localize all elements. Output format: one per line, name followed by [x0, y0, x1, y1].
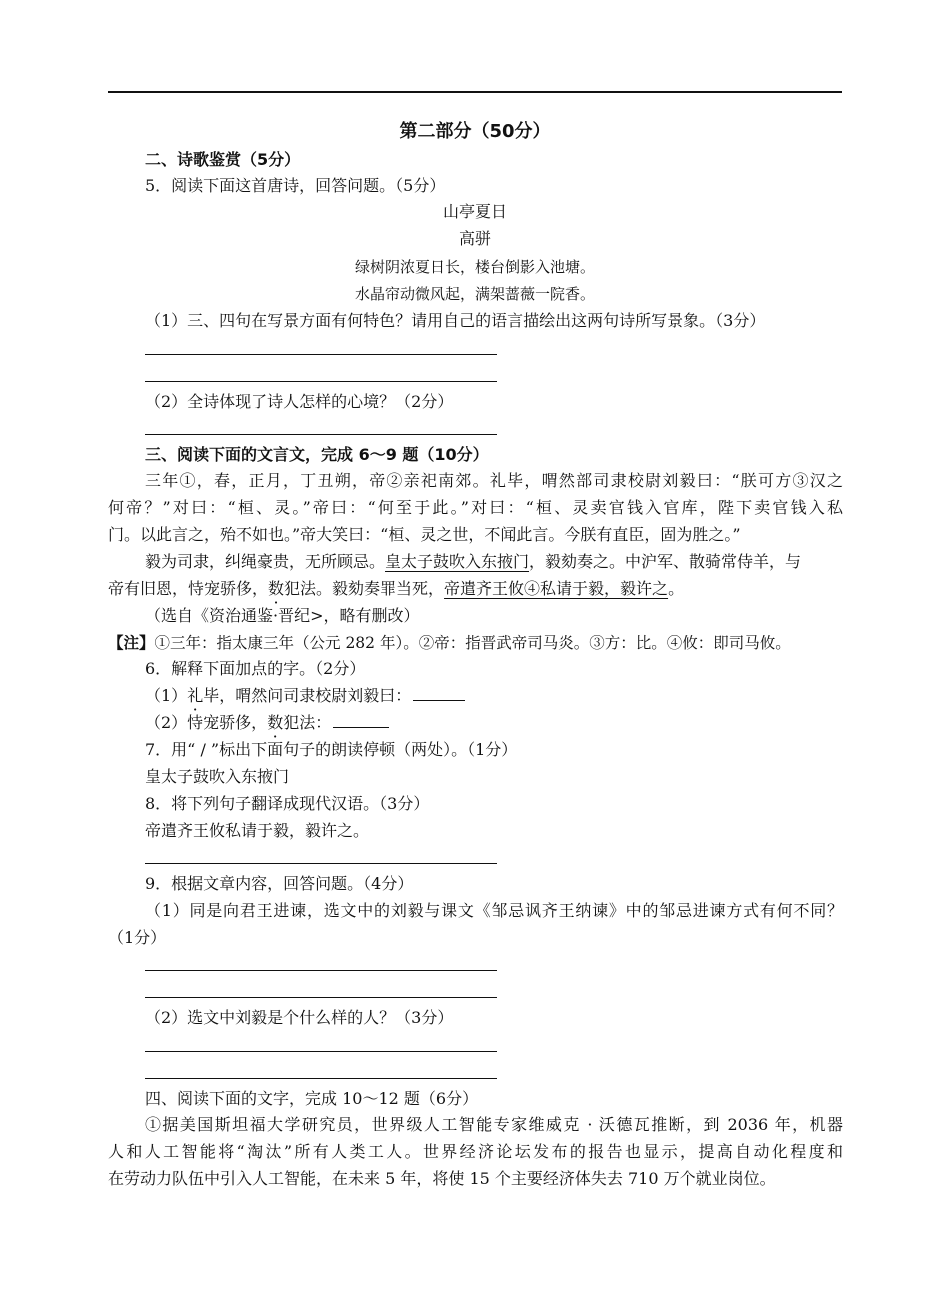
passage-line: ①据美国斯坦福大学研究员，世界级人工智能专家维威克 · 沃德瓦推断，到 2036 年，机器 — [145, 1115, 843, 1134]
question-5: 5．阅读下面这首唐诗，回答问题。（5分） — [145, 176, 446, 195]
passage-source: （选自《资治通鉴·晋纪>，略有删改） — [145, 606, 420, 625]
answer-line[interactable] — [145, 997, 497, 998]
dotted-char: 礼 — [187, 686, 204, 705]
answer-line[interactable] — [145, 1078, 497, 1079]
passage-line: 三年①，春，正月，丁丑朔，帝②亲祀南郊。礼毕，喟然部司隶校尉刘毅曰：“朕可方③汉之 — [145, 471, 843, 490]
passage-line: 人和人工智能将“淘汰”所有人类工人。世界经济论坛发布的报告也显示，提高自动化程度和 — [108, 1142, 843, 1161]
question-8-sentence: 帝遣齐王攸私请于毅，毅许之。 — [145, 821, 370, 840]
question-9-2: （2）选文中刘毅是个什么样的人？（3分） — [145, 1008, 454, 1027]
underlined-sentence: 帝遣齐王攸④私请于毅，毅许之 — [444, 579, 669, 598]
passage-line: 何帝？”对曰：“桓、灵。”帝曰：“何至于此。”对曰：“桓、灵卖官钱入官库，陛下卖官钱入私 — [108, 498, 843, 517]
fill-blank[interactable] — [413, 684, 465, 701]
question-9: 9．根据文章内容，回答问题。（4分） — [145, 874, 414, 893]
dotted-char: 数 — [267, 713, 284, 732]
passage-line: 毅为司隶，纠绳豪贵，无所顾忌。皇太子鼓吹入东掖门，毅劾奏之。中沪军、散骑常侍羊，与 — [145, 552, 802, 571]
passage-line: 帝有旧恩，恃宠骄侈，数犯法。毅劾奏罪当死，帝遣齐王攸④私请于毅，毅许之。 — [108, 579, 685, 598]
question-6-1: （1）礼毕，喟然问司隶校尉刘毅曰： — [145, 684, 465, 708]
answer-line[interactable] — [145, 434, 497, 435]
question-5-1: （1）三、四句在写景方面有何特色？请用自己的语言描绘出这两句诗所写景象。（3分） — [145, 311, 766, 330]
question-5-2: （2）全诗体现了诗人怎样的心境？（2分） — [145, 392, 454, 411]
underlined-sentence: 皇太子鼓吹入东掖门 — [385, 552, 530, 571]
poem-line-1: 绿树阴浓夏日长，楼台倒影入池塘。 — [354, 258, 595, 276]
passage-line: 在劳动力队伍中引入人工智能，在未来 5 年，将使 15 个主要经济体失去 710 万个就业岗位。 — [108, 1169, 776, 1188]
section-2-heading: 二、诗歌鉴赏（5分） — [145, 150, 301, 169]
poem-title: 山亭夏日 — [442, 202, 507, 221]
passage-line: 门。以此言之，殆不如也。”帝大笑曰：“桓、灵之世，不闻此言。今朕有直臣，固为胜之。” — [108, 525, 741, 544]
fill-blank[interactable] — [333, 711, 389, 728]
answer-line[interactable] — [145, 381, 497, 382]
question-9-1: （1）同是向君王进谏，选文中的刘毅与课文《邹忌讽齐王纳谏》中的邹忌进谏方式有何不同？ — [145, 901, 843, 920]
question-7: 7．用“ / ”标出下面句子的朗读停顿（两处）。（1分） — [145, 740, 518, 759]
top-rule — [108, 91, 842, 93]
question-9-1-score: （1分） — [108, 928, 167, 947]
question-8: 8．将下列句子翻译成现代汉语。（3分） — [145, 794, 430, 813]
annotation-note: 【注】①三年：指太康三年（公元 282 年）。②帝：指晋武帝司马炎。③方：比。④攸：即司马攸。 — [108, 634, 791, 652]
question-6-2: （2）恃宠骄侈，数犯法： — [145, 711, 389, 735]
question-7-sentence: 皇太子鼓吹入东掖门 — [145, 767, 290, 786]
poem-line-2: 水晶帘动微风起，满架蔷薇一院香。 — [354, 285, 595, 303]
answer-line[interactable] — [145, 354, 497, 355]
part-title: 第二部分（50分） — [399, 121, 551, 142]
dotted-char: 数 — [268, 579, 285, 598]
section-3-heading: 三、阅读下面的文言文，完成 6～9 题（10分） — [145, 445, 489, 464]
question-6: 6．解释下面加点的字。（2分） — [145, 659, 366, 678]
answer-line[interactable] — [145, 1051, 497, 1052]
answer-line[interactable] — [145, 863, 497, 864]
section-4-heading: 四、阅读下面的文字，完成 10～12 题（6分） — [145, 1089, 479, 1108]
poem-author: 高骈 — [458, 229, 491, 248]
answer-line[interactable] — [145, 970, 497, 971]
